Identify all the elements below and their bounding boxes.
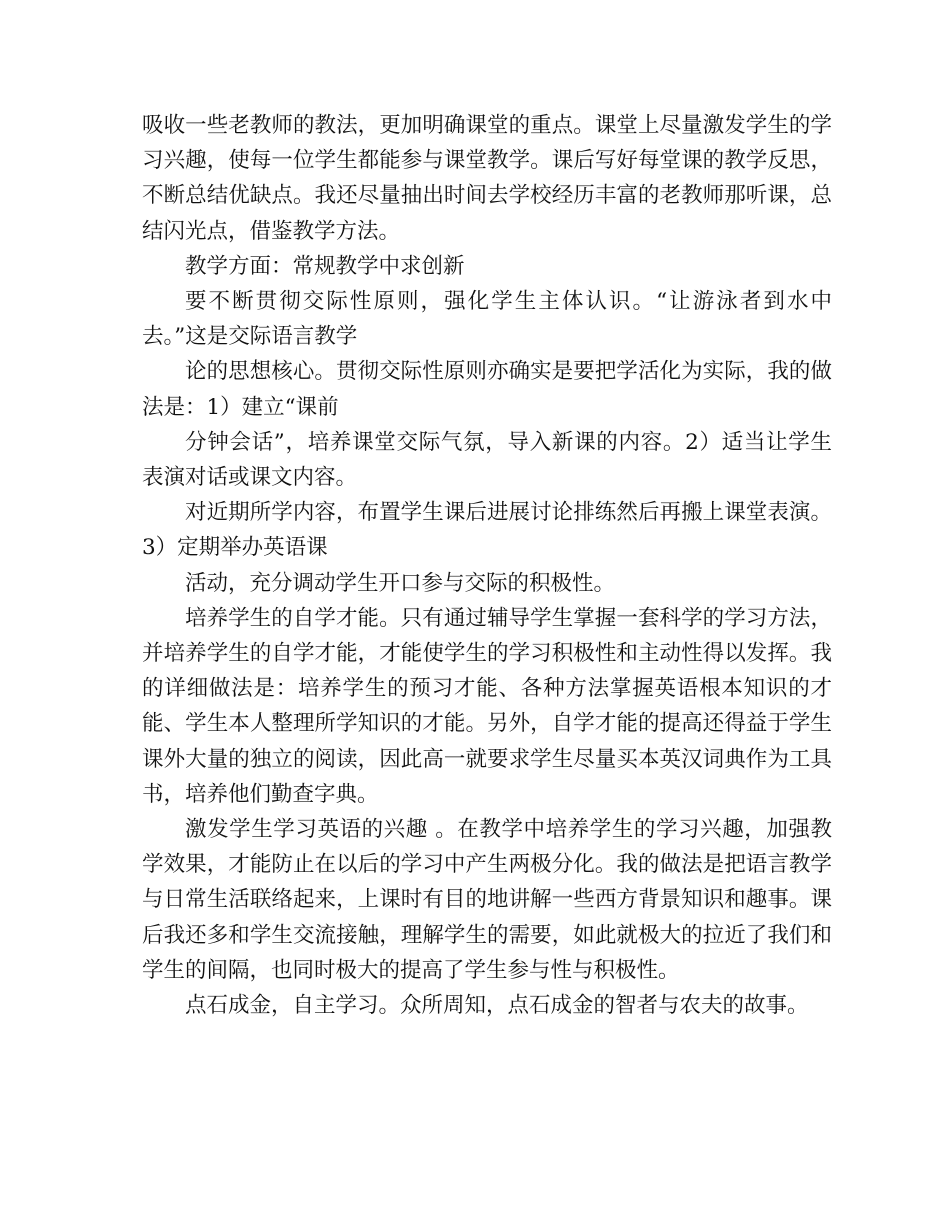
paragraph: 分钟会话”，培养课堂交际气氛，导入新课的内容。2）适当让学生表演对话或课文内容。	[142, 429, 832, 491]
section-heading: 教学方面：常规教学中求创新	[185, 253, 465, 279]
paragraph: 论的思想核心。贯彻交际性原则亦确实是要把学活化为实际，我的做法是：1）建立“课前	[142, 359, 832, 420]
paragraph: 吸收一些老教师的教法，更加明确课堂的重点。课堂上尽量激发学生的学习兴趣，使每一位学生都能参与课堂教学。课后写好每堂课的教学反思，不断总结优缺点。我还尽量抽出时间去学校经历丰富的老教师那听课，总结闪光点，借鉴教学方法。	[142, 113, 832, 244]
paragraph: 活动，充分调动学生开口参与交际的积极性。	[185, 570, 616, 596]
paragraph: 激发学生学习英语的兴趣 。在教学中培养学生的学习兴趣，加强教学效果，才能防止在以后的学习中产生两极分化。我的做法是把语言教学与日常生活联络起来，上课时有目的地讲解一些西方背景知识和趣事。课后我还多和学生交流接触，理解学生的需要，如此就极大的拉近了我们和学生的间隔，也同时极大的提高了学生参与性与积极性。	[142, 817, 832, 983]
paragraph: 要不断贯彻交际性原则，强化学生主体认识。“让游泳者到水中去。”这是交际语言教学	[142, 289, 832, 350]
document-body	[142, 108, 832, 1023]
paragraph: 培养学生的自学才能。只有通过辅导学生掌握一套科学的学习方法，并培养学生的自学才能，才能使学生的学习积极性和主动性得以发挥。我的详细做法是：培养学生的预习才能、各种方法掌握英语根本知识的才能、学生本人整理所学知识的才能。另外，自学才能的提高还得益于学生课外大量的独立的阅读，因此高一就要求学生尽量买本英汉词典作为工具书，培养他们勤查字典。	[142, 605, 832, 807]
paragraph: 点石成金，自主学习。众所周知，点石成金的智者与农夫的故事。	[185, 993, 809, 1019]
paragraph: 对近期所学内容，布置学生课后进展讨论排练然后再搬上课堂表演。3）定期举办英语课	[142, 500, 832, 561]
